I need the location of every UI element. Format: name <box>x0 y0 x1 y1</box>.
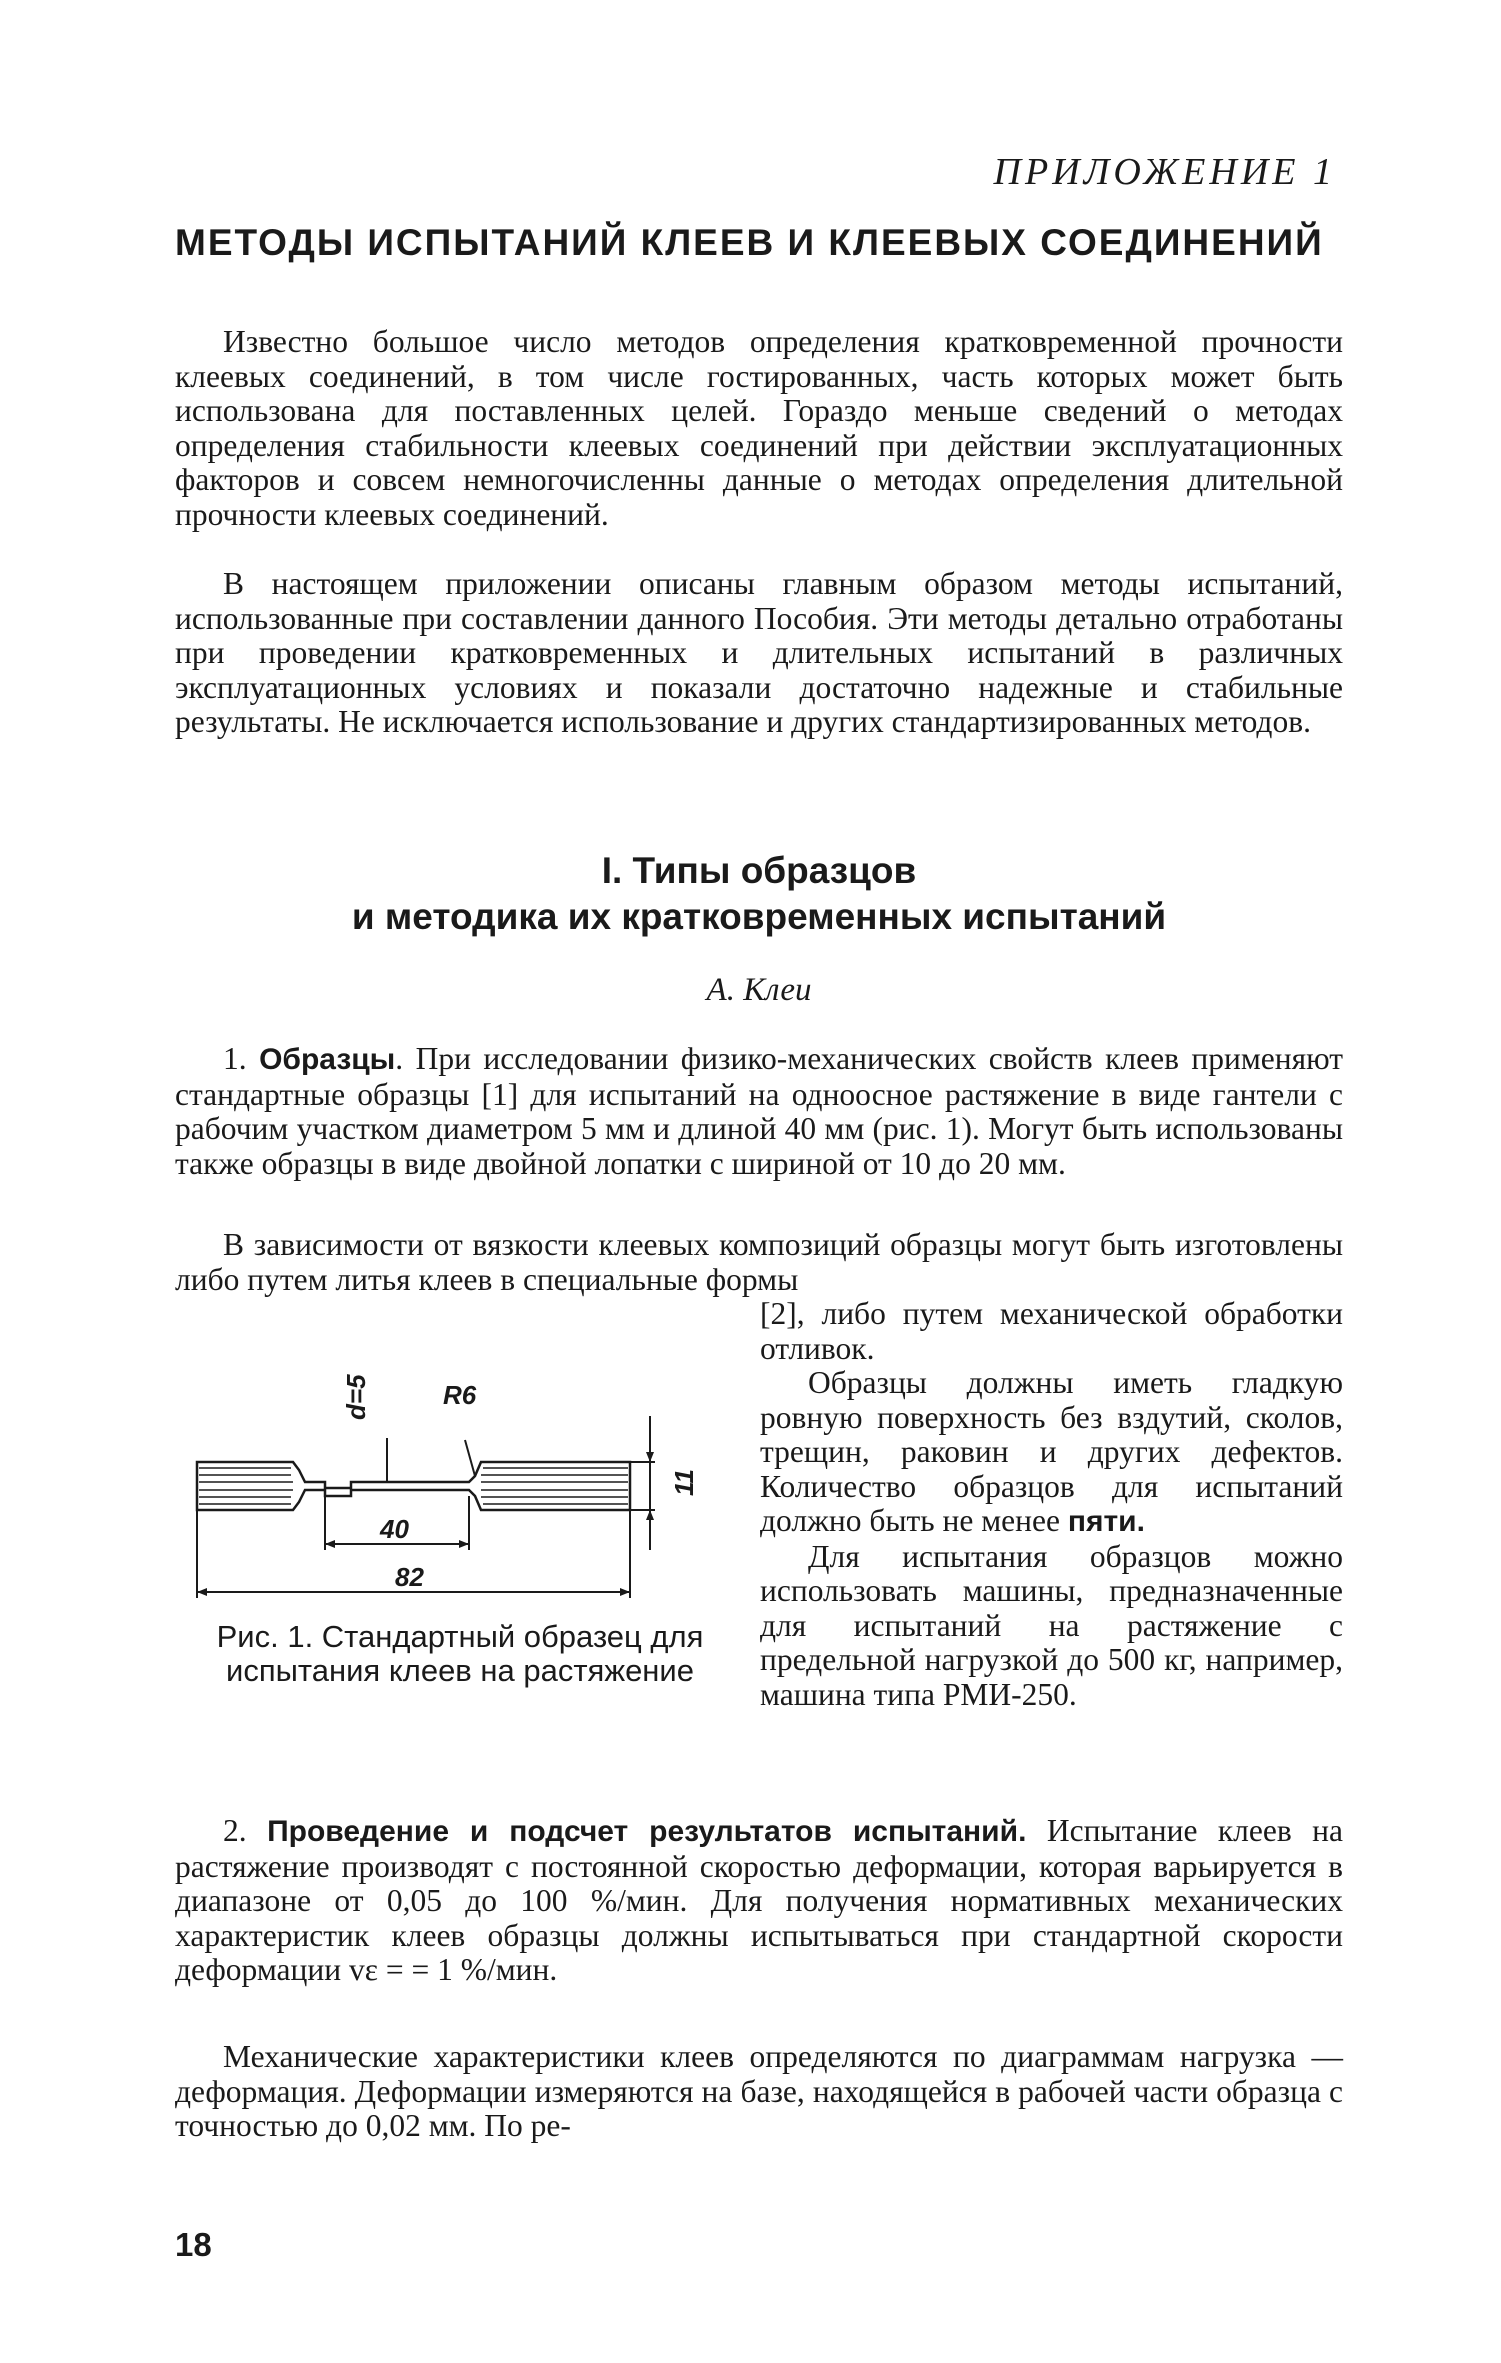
item-1-paragraph: 1. Образцы. При исследовании физико-механических свойств клеев применяют стандартные образцы [1] для испытаний на одноосное растяжение в виде гантели с рабочим участком диаметром 5 мм и длиной 40 мм (рис. 1). Могут быть использованы также образцы в виде двойной лопатки с шириной от 10 до 20 мм. <box>175 1041 1343 1181</box>
item-1-text: При исследовании физико-механических свойств клеев применяют стандартные образцы [1] для испытаний на одноосное растяжение в виде гантели с рабочим участком диаметром 5 мм и длиной 40 мм (рис. 1). Могут быть использованы также образцы в виде двойной лопатки с шириной от 10 до 20 мм. <box>175 1041 1343 1181</box>
figure-caption: Рис. 1. Стандартный образец для испытания клеев на растяжение <box>216 1619 704 1688</box>
intro-paragraph-2: В настоящем приложении описаны главным образом методы испытаний, использованные при составлении данного Пособия. Эти методы детально отработаны при проведении кратковременных и длительных испытаний в различных эксплуатационных условиях и показали достаточно надежные и стабильные результаты. Не исключается использование и других стандартизированных методов. <box>175 566 1343 739</box>
main-title: МЕТОДЫ ИСПЫТАНИЙ КЛЕЕВ И КЛЕЕВЫХ СОЕДИНЕНИЙ <box>175 222 1324 263</box>
wrapped-text-column <box>760 1297 1343 1712</box>
label-r: R6 <box>443 1380 477 1410</box>
appendix-label: ПРИЛОЖЕНИЕ 1 <box>993 151 1336 193</box>
item-2-paragraph <box>175 1814 1343 1988</box>
smooth-surface-emphasis: пяти. <box>1067 1505 1145 1538</box>
label-d: d=5 <box>341 1374 371 1420</box>
item-1-number: 1. <box>223 1041 247 1076</box>
label-11: 11 <box>669 1469 699 1496</box>
forms-paragraph-continued: [2], либо путем механической обработки отливок. <box>760 1296 1343 1366</box>
section-title-line-2: и методика их кратковременных испытаний <box>351 896 1167 937</box>
item-2-text: Испытание клеев на растяжение производят с постоянной скоростью деформации, которая варьируется в диапазоне от 0,05 до 100 %/мин. Для получения нормативных механических характеристик клеев образцы должны испытываться при стандартной скорости деформации vε = = 1 %/мин. <box>175 1813 1344 1987</box>
smooth-surface-paragraph <box>760 1366 1343 1540</box>
label-40: 40 <box>380 1514 409 1544</box>
page-number: 18 <box>175 2226 212 2263</box>
item-1-heading: Образцы <box>259 1043 396 1076</box>
specimen-drawing-svg <box>175 1370 735 1610</box>
section-title-line-1: I. Типы образцов <box>601 850 917 891</box>
item-2-heading: Проведение и подсчет результатов испытаний. <box>267 1815 1027 1848</box>
machines-paragraph: Для испытания образцов можно использовать машины, предназначенные для испытаний на растяжение с предельной нагрузкой до 500 кг, например, машина типа РМИ-250. <box>760 1538 1343 1712</box>
item-2-number: 2. <box>223 1813 247 1848</box>
figure-specimen-drawing <box>175 1370 735 1610</box>
smooth-surface-text: Образцы должны иметь гладкую ровную поверхность без вздутий, сколов, трещин, раковин и других дефектов. Количество образцов для испытаний должно быть не менее <box>760 1365 1343 1538</box>
subsection-title: А. Клеи <box>706 972 812 1008</box>
intro-paragraph-1: Известно большое число методов определения кратковременной прочности клеевых соединений, в том числе гостированных, часть которых может быть использована для поставленных целей. Гораздо меньше сведений о методах определения стабильности клеевых соединений при действии эксплуатационных факторов и совсем немногочисленны данные о методах определения длительной прочности клеевых соединений. <box>175 324 1343 532</box>
forms-paragraph: В зависимости от вязкости клеевых композиций образцы могут быть изготовлены либо путем литья клеев в специальные формы <box>175 1227 1343 1297</box>
last-paragraph: Механические характеристики клеев определяются по диаграммам нагрузка — деформация. Деформации измеряются на базе, находящейся в рабочей части образца с точностью до 0,02 мм. По ре- <box>175 2039 1343 2143</box>
label-82: 82 <box>395 1562 424 1592</box>
